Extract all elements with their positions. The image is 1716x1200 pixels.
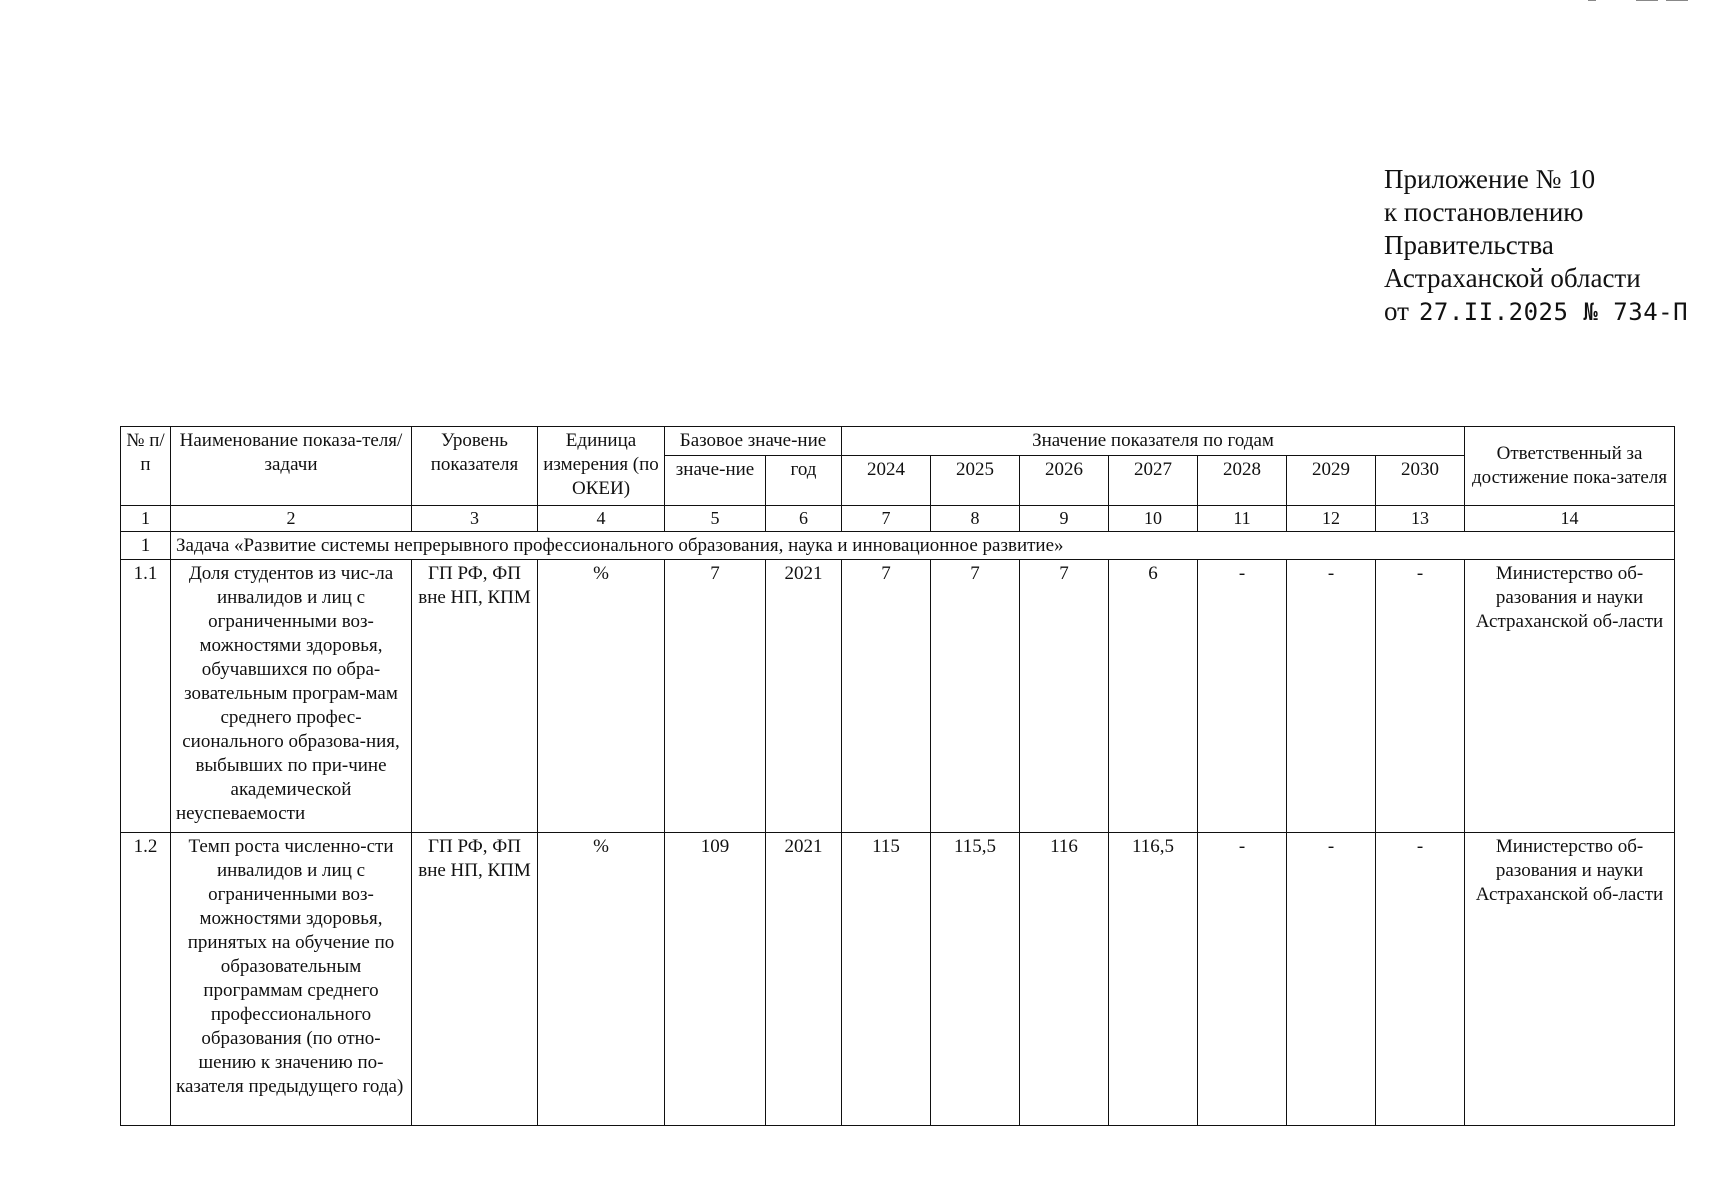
task-number: 1 — [121, 532, 171, 560]
order-prefix: от — [1384, 296, 1409, 326]
column-number: 2 — [171, 506, 412, 532]
value-2024: 115 — [842, 833, 931, 1126]
col-header-by-years: Значение показателя по годам — [842, 427, 1465, 456]
col-header-year-2030: 2030 — [1376, 456, 1465, 506]
col-header-year-2024: 2024 — [842, 456, 931, 506]
document-header — [1384, 163, 1688, 329]
value-2024: 7 — [842, 560, 931, 833]
col-header-year-2025: 2025 — [931, 456, 1020, 506]
indicator-unit: % — [538, 833, 665, 1126]
col-header-unit: Единица измерения (по ОКЕИ) — [538, 427, 665, 506]
row-number: 1.1 — [121, 560, 171, 833]
column-number: 5 — [665, 506, 766, 532]
value-2028: - — [1198, 833, 1287, 1126]
table-row — [121, 560, 1675, 833]
indicator-name: Доля студентов из чис-ла инвалидов и лиц с ограниченными воз-можностями здоровья, обучавшихся по обра-зовательным програм-мам среднего профес-сионального образова-ния, выбывших по при-чине академической неуспеваемости — [171, 560, 412, 833]
task-row — [121, 532, 1675, 560]
col-header-year-2028: 2028 — [1198, 456, 1287, 506]
column-number: 9 — [1020, 506, 1109, 532]
col-header-responsible: Ответственный за достижение пока-зателя — [1465, 427, 1675, 506]
base-year: 2021 — [766, 560, 842, 833]
col-header-year-2029: 2029 — [1287, 456, 1376, 506]
row-number: 1.2 — [121, 833, 171, 1126]
value-2030: - — [1376, 560, 1465, 833]
indicator-level: ГП РФ, ФП вне НП, КПМ — [412, 560, 538, 833]
indicator-unit: % — [538, 560, 665, 833]
col-header-base-year: год — [766, 456, 842, 506]
column-number: 10 — [1109, 506, 1198, 532]
base-value: 109 — [665, 833, 766, 1126]
responsible-body: Министерство об-разования и науки Астраханской об-ласти — [1465, 833, 1675, 1126]
column-number: 12 — [1287, 506, 1376, 532]
table-row — [121, 833, 1675, 1126]
appendix-order-line — [1384, 295, 1688, 329]
order-date-number: 27.II.2025 № 734-П — [1418, 298, 1689, 326]
indicator-level: ГП РФ, ФП вне НП, КПМ — [412, 833, 538, 1126]
value-2026: 7 — [1020, 560, 1109, 833]
appendix-region: Астраханской области — [1384, 263, 1641, 293]
appendix-ref-line: к постановлению — [1384, 197, 1584, 227]
column-number: 6 — [766, 506, 842, 532]
value-2025: 115,5 — [931, 833, 1020, 1126]
value-2029: - — [1287, 560, 1376, 833]
column-number: 7 — [842, 506, 931, 532]
indicator-name: Темп роста численно-сти инвалидов и лиц с ограниченными воз-можностями здоровья, принятых на обучение по образовательным программам среднего профессионального образования (по отно-шению к значению по-казателя предыдущего года) — [171, 833, 412, 1126]
indicators-table — [120, 426, 1675, 1126]
scan-corner-marks — [1588, 0, 1698, 2]
appendix-number: Приложение № 10 — [1384, 164, 1596, 194]
value-2028: - — [1198, 560, 1287, 833]
header-row-1 — [121, 427, 1675, 456]
value-2026: 116 — [1020, 833, 1109, 1126]
value-2030: - — [1376, 833, 1465, 1126]
base-value: 7 — [665, 560, 766, 833]
col-header-year-2026: 2026 — [1020, 456, 1109, 506]
column-number: 8 — [931, 506, 1020, 532]
appendix-government: Правительства — [1384, 230, 1554, 260]
column-number: 1 — [121, 506, 171, 532]
value-2025: 7 — [931, 560, 1020, 833]
value-2029: - — [1287, 833, 1376, 1126]
task-title: Задача «Развитие системы непрерывного профессионального образования, наука и инновационное развитие» — [171, 532, 1675, 560]
col-header-year-2027: 2027 — [1109, 456, 1198, 506]
responsible-body: Министерство об-разования и науки Астраханской об-ласти — [1465, 560, 1675, 833]
column-number: 13 — [1376, 506, 1465, 532]
col-header-num: № п/п — [121, 427, 171, 506]
col-header-base: Базовое значе-ние — [665, 427, 842, 456]
column-number: 14 — [1465, 506, 1675, 532]
column-number: 4 — [538, 506, 665, 532]
col-header-name: Наименование показа-теля/задачи — [171, 427, 412, 506]
base-year: 2021 — [766, 833, 842, 1126]
column-number: 11 — [1198, 506, 1287, 532]
column-number: 3 — [412, 506, 538, 532]
value-2027: 6 — [1109, 560, 1198, 833]
col-header-base-value: значе-ние — [665, 456, 766, 506]
column-numbers-row — [121, 506, 1675, 532]
value-2027: 116,5 — [1109, 833, 1198, 1126]
col-header-level: Уровень показателя — [412, 427, 538, 506]
